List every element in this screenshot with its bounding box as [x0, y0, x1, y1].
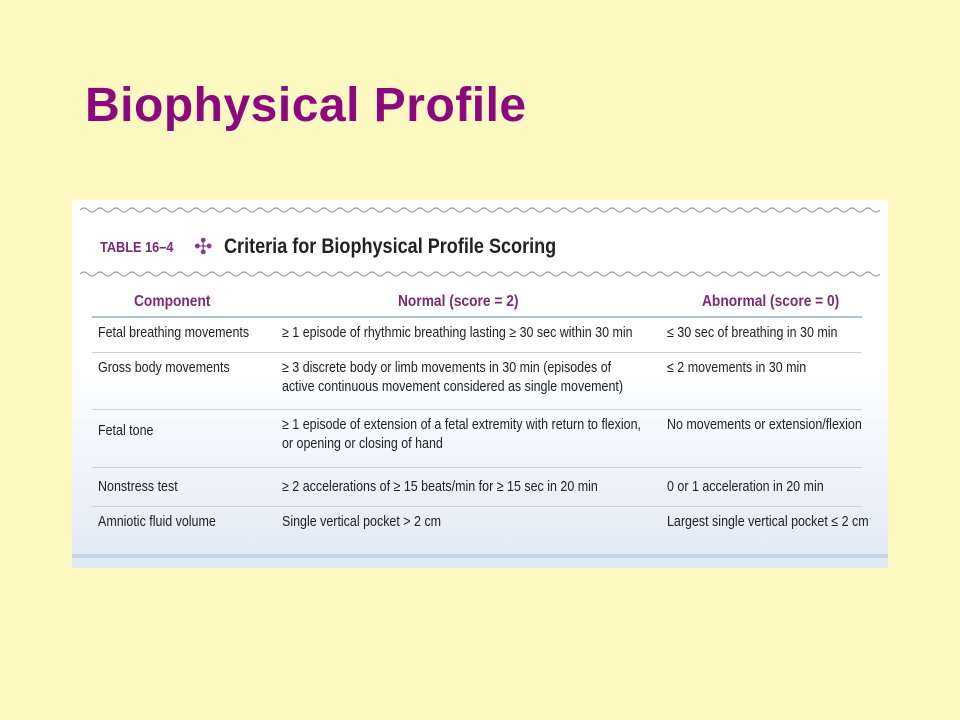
table-number: TABLE 16–4	[100, 238, 174, 256]
cell-abnormal: ≤ 2 movements in 30 min	[667, 360, 807, 376]
table-figure	[72, 200, 888, 568]
cell-component: Fetal breathing movements	[98, 325, 250, 341]
table-header-row	[92, 288, 862, 318]
cell-abnormal: Largest single vertical pocket ≤ 2 cm	[667, 514, 869, 530]
table-row	[92, 468, 862, 507]
cell-normal: ≥ 1 episode of rhythmic breathing lasting ≥ 30 sec within 30 min	[282, 325, 633, 341]
cell-normal: Single vertical pocket > 2 cm	[282, 514, 442, 530]
fleuron-icon: ✣	[194, 234, 213, 259]
cell-component: Gross body movements	[98, 360, 230, 376]
slide-title: Biophysical Profile	[85, 79, 527, 132]
wavy-divider-top	[80, 206, 880, 214]
cell-abnormal: No movements or extension/flexion	[667, 417, 862, 433]
table-row	[92, 507, 869, 541]
cell-component: Amniotic fluid volume	[98, 514, 216, 530]
cell-normal-line-1: ≥ 3 discrete body or limb movements in 30 min (episodes of	[282, 360, 612, 376]
table-row	[92, 353, 862, 410]
cell-abnormal: ≤ 30 sec of breathing in 30 min	[667, 325, 838, 341]
cell-normal: ≥ 2 accelerations of ≥ 15 beats/min for ≥ 15 sec in 20 min	[282, 479, 598, 495]
table-caption	[100, 234, 611, 260]
cell-normal-line-1: ≥ 1 episode of extension of a fetal extremity with return to flexion,	[282, 417, 641, 433]
cell-component: Fetal tone	[98, 423, 154, 439]
table-row	[92, 318, 862, 353]
cell-component: Nonstress test	[98, 479, 178, 495]
table-title: Criteria for Biophysical Profile Scoring	[224, 235, 557, 258]
column-header-component: Component	[134, 293, 211, 310]
cell-normal-line-2: or opening or closing of hand	[282, 436, 443, 452]
cell-abnormal: 0 or 1 acceleration in 20 min	[667, 479, 824, 495]
column-header-normal: Normal (score = 2)	[398, 293, 519, 310]
table-row	[92, 410, 862, 468]
table-body	[92, 318, 869, 541]
wavy-divider-middle	[80, 270, 880, 278]
column-header-abnormal: Abnormal (score = 0)	[702, 293, 840, 310]
cell-normal-line-2: active continuous movement considered as single movement)	[282, 379, 624, 395]
table-bottom-rule	[72, 554, 888, 558]
